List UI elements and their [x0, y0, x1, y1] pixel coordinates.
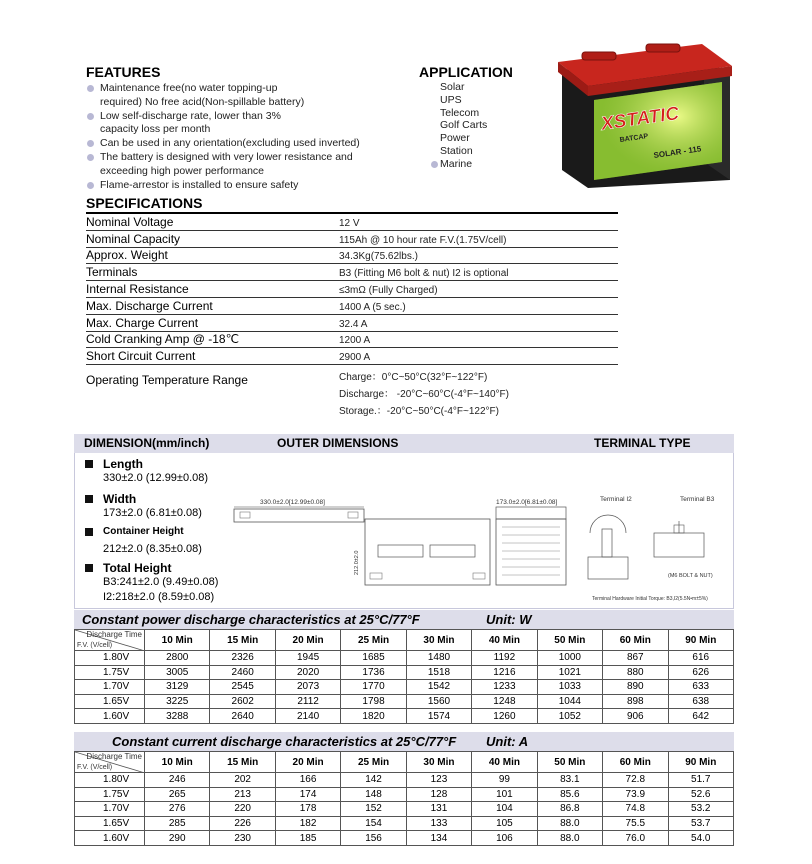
- table-row: [75, 773, 734, 788]
- feature-text: exceeding high power performance: [100, 164, 265, 177]
- feature-item: [86, 137, 416, 151]
- table-cell: 3129: [145, 680, 210, 695]
- table-cell: 1518: [406, 665, 471, 680]
- current-table-title: [74, 732, 734, 751]
- table-cell: 616: [668, 651, 734, 666]
- table-row: [75, 665, 734, 680]
- application-item: [419, 94, 539, 107]
- operating-temp-values: [339, 369, 509, 420]
- feature-item: [86, 110, 416, 124]
- application-item: [419, 132, 539, 145]
- specifications-title: SPECIFICATIONS: [86, 195, 618, 214]
- application-item: [419, 107, 539, 120]
- column-header: 60 Min: [603, 630, 668, 651]
- column-header: 90 Min: [668, 630, 734, 651]
- table-cell: 174: [275, 787, 340, 802]
- feature-item: [86, 123, 416, 137]
- table-cell: 83.1: [537, 773, 602, 788]
- outer-dimensions-label: OUTER DIMENSIONS: [277, 436, 399, 450]
- drawing-height-label: 212.0±2.0: [354, 550, 360, 575]
- column-header: 15 Min: [210, 752, 275, 773]
- corner-fv-label: F.V. (V/cell): [77, 764, 113, 771]
- column-header: 25 Min: [341, 752, 406, 773]
- table-cell: 156: [341, 831, 406, 846]
- spec-row: [86, 298, 618, 315]
- terminal-b3-label: Terminal B3: [680, 496, 715, 503]
- column-header: 15 Min: [210, 630, 275, 651]
- spec-key: Approx. Weight: [86, 248, 168, 263]
- features-section: [86, 64, 416, 192]
- table-cell: 166: [275, 773, 340, 788]
- column-header: 10 Min: [145, 752, 210, 773]
- feature-item: [86, 165, 416, 179]
- table-cell: 106: [472, 831, 537, 846]
- table-cell: 52.6: [668, 787, 734, 802]
- power-discharge-table: [74, 629, 734, 724]
- spec-key: Internal Resistance: [86, 281, 189, 296]
- column-header: 25 Min: [341, 630, 406, 651]
- column-header: 60 Min: [603, 752, 668, 773]
- column-header: 20 Min: [275, 630, 340, 651]
- feature-text: Low self-discharge rate, lower than 3%: [100, 109, 281, 122]
- spec-value: 1200 A: [339, 335, 371, 347]
- column-header: 50 Min: [537, 630, 602, 651]
- table-cell: 1260: [472, 709, 537, 724]
- table-cell: 1000: [537, 651, 602, 666]
- bullet-dot-icon: [87, 85, 94, 92]
- application-text: Telecom: [440, 106, 480, 119]
- table-cell: 73.9: [603, 787, 668, 802]
- spec-key: Terminals: [86, 265, 138, 280]
- table-cell: 85.6: [537, 787, 602, 802]
- feature-item: [86, 96, 416, 110]
- corner-time-label: Discharge Time: [86, 630, 142, 639]
- bullet-dot-icon: [431, 161, 438, 168]
- spec-row: [86, 332, 618, 349]
- table-cell: 906: [603, 709, 668, 724]
- table-cell: 101: [472, 787, 537, 802]
- feature-item: [86, 82, 416, 96]
- corner-fv-label: F.V. (V/cell): [77, 642, 113, 649]
- table-row: [75, 651, 734, 666]
- column-header: 90 Min: [668, 752, 734, 773]
- final-voltage-cell: 1.75V: [75, 787, 145, 802]
- battery-brand-text: XSTATIC: [599, 103, 681, 135]
- table-corner-cell: [75, 752, 145, 773]
- spec-row: [86, 231, 618, 248]
- table-cell: 54.0: [668, 831, 734, 846]
- column-header: 50 Min: [537, 752, 602, 773]
- application-text: Station: [440, 144, 473, 157]
- power-table-title: [74, 610, 734, 629]
- table-cell: 53.7: [668, 816, 734, 831]
- table-cell: 213: [210, 787, 275, 802]
- table-cell: 1052: [537, 709, 602, 724]
- spec-value: ≤3mΩ (Fully Charged): [339, 284, 438, 296]
- application-item: [419, 119, 539, 132]
- table-cell: 185: [275, 831, 340, 846]
- bullet-dot-icon: [87, 140, 94, 147]
- table-cell: 285: [145, 816, 210, 831]
- table-cell: 123: [406, 773, 471, 788]
- application-item: [419, 158, 539, 171]
- table-cell: 633: [668, 680, 734, 695]
- table-cell: 1542: [406, 680, 471, 695]
- table-cell: 1233: [472, 680, 537, 695]
- final-voltage-cell: 1.60V: [75, 831, 145, 846]
- table-cell: 51.7: [668, 773, 734, 788]
- bullet-square-icon: [85, 564, 93, 572]
- spec-row: [86, 214, 618, 231]
- dim-width: [85, 492, 202, 521]
- table-cell: 128: [406, 787, 471, 802]
- table-cell: 178: [275, 802, 340, 817]
- table-cell: 182: [275, 816, 340, 831]
- table-cell: 2460: [210, 665, 275, 680]
- torque-label: Terminal Hardware Initial Torque: B3,I2(5.5N•m±5%): [592, 596, 708, 602]
- features-list: [86, 82, 416, 192]
- dim-width-title: Width: [103, 492, 137, 506]
- spec-key: Cold Cranking Amp @ -18℃: [86, 332, 240, 347]
- table-cell: 265: [145, 787, 210, 802]
- table-cell: 104: [472, 802, 537, 817]
- column-header: 10 Min: [145, 630, 210, 651]
- application-text: Power: [440, 132, 470, 145]
- table-cell: 2800: [145, 651, 210, 666]
- table-cell: 131: [406, 802, 471, 817]
- final-voltage-cell: 1.80V: [75, 773, 145, 788]
- spec-value: 34.3Kg(75.62lbs.): [339, 251, 418, 263]
- application-list: [419, 81, 539, 171]
- bullet-square-icon: [85, 528, 93, 536]
- table-cell: 1044: [537, 694, 602, 709]
- feature-text: Flame-arrestor is installed to ensure safety: [100, 178, 299, 191]
- table-cell: 1574: [406, 709, 471, 724]
- battery-product-image: [554, 30, 736, 188]
- battery-model-text: SOLAR - 115: [653, 144, 702, 160]
- bullet-dot-icon: [87, 113, 94, 120]
- table-cell: 880: [603, 665, 668, 680]
- table-row: [75, 694, 734, 709]
- spec-value: B3 (Fitting M6 bolt & nut) I2 is optional: [339, 268, 509, 280]
- corner-time-label: Discharge Time: [86, 752, 142, 761]
- table-cell: 626: [668, 665, 734, 680]
- spec-row: [86, 248, 618, 265]
- table-cell: 1736: [341, 665, 406, 680]
- specifications-section: [86, 195, 618, 421]
- table-cell: 133: [406, 816, 471, 831]
- application-text: Golf Carts: [440, 119, 488, 132]
- table-cell: 1770: [341, 680, 406, 695]
- current-discharge-table: [74, 751, 734, 846]
- table-row: [75, 787, 734, 802]
- table-cell: 76.0: [603, 831, 668, 846]
- technical-drawing: [230, 493, 735, 607]
- table-cell: 230: [210, 831, 275, 846]
- features-title: FEATURES: [86, 64, 161, 80]
- table-cell: 1021: [537, 665, 602, 680]
- current-table-unit: Unit: A: [486, 734, 529, 749]
- table-cell: 1248: [472, 694, 537, 709]
- terminal-i2-label: Terminal I2: [600, 496, 632, 503]
- table-cell: 638: [668, 694, 734, 709]
- table-cell: 890: [603, 680, 668, 695]
- spec-key: Max. Charge Current: [86, 315, 199, 330]
- table-cell: 105: [472, 816, 537, 831]
- bullet-dot-icon: [87, 182, 94, 189]
- dim-total-value-i2: I2:218±2.0 (8.59±0.08): [103, 591, 215, 603]
- application-item: [419, 81, 539, 94]
- feature-text: required) No free acid(Non-spillable battery): [100, 95, 305, 108]
- table-cell: 1685: [341, 651, 406, 666]
- table-cell: 152: [341, 802, 406, 817]
- spec-value: 1400 A (5 sec.): [339, 301, 406, 313]
- table-cell: 246: [145, 773, 210, 788]
- table-cell: 2140: [275, 709, 340, 724]
- table-header-row: [75, 630, 734, 651]
- table-cell: 1192: [472, 651, 537, 666]
- table-cell: 134: [406, 831, 471, 846]
- table-cell: 290: [145, 831, 210, 846]
- final-voltage-cell: 1.65V: [75, 694, 145, 709]
- spec-key: Nominal Capacity: [86, 231, 181, 246]
- dim-container-value: 212±2.0 (8.35±0.08): [103, 543, 202, 555]
- column-header: 40 Min: [472, 630, 537, 651]
- final-voltage-cell: 1.75V: [75, 665, 145, 680]
- table-cell: 86.8: [537, 802, 602, 817]
- column-header: 30 Min: [406, 630, 471, 651]
- final-voltage-cell: 1.80V: [75, 651, 145, 666]
- table-cell: 3225: [145, 694, 210, 709]
- table-row: [75, 816, 734, 831]
- column-header: 40 Min: [472, 752, 537, 773]
- application-text: Marine: [440, 157, 473, 170]
- dim-length: [85, 457, 208, 486]
- spec-key: Operating Temperature Range: [86, 373, 248, 388]
- feature-item: [86, 151, 416, 165]
- table-cell: 1033: [537, 680, 602, 695]
- spec-value: 32.4 A: [339, 318, 368, 330]
- dim-total-value-b3: B3:241±2.0 (9.49±0.08): [103, 576, 219, 588]
- table-cell: 148: [341, 787, 406, 802]
- drawing-side-label: 173.0±2.0[6.81±0.08]: [496, 499, 558, 506]
- table-cell: 642: [668, 709, 734, 724]
- feature-text: Can be used in any orientation(excluding used inverted): [100, 137, 360, 150]
- table-cell: 2326: [210, 651, 275, 666]
- bullet-square-icon: [85, 460, 93, 468]
- spec-row: [86, 264, 618, 281]
- table-cell: 75.5: [603, 816, 668, 831]
- table-cell: 74.8: [603, 802, 668, 817]
- dim-width-value: 173±2.0 (6.81±0.08): [103, 507, 202, 519]
- spec-key: Short Circuit Current: [86, 349, 196, 364]
- dimension-header-bar: [74, 434, 734, 453]
- table-cell: 2073: [275, 680, 340, 695]
- op-discharge: Discharge： -20°C~60°C(-4°F~140°F): [339, 389, 509, 401]
- terminal-type-label: TERMINAL TYPE: [594, 436, 691, 450]
- table-cell: 1945: [275, 651, 340, 666]
- spec-row-operating-temp: [86, 365, 618, 421]
- column-header: 30 Min: [406, 752, 471, 773]
- table-cell: 226: [210, 816, 275, 831]
- op-charge: Charge：0°C~50°C(32°F~122°F): [339, 372, 488, 384]
- final-voltage-cell: 1.60V: [75, 709, 145, 724]
- table-cell: 2640: [210, 709, 275, 724]
- dim-length-title: Length: [103, 457, 143, 471]
- table-cell: 1216: [472, 665, 537, 680]
- dim-container-title: Container Height: [103, 526, 184, 537]
- table-cell: 220: [210, 802, 275, 817]
- power-table-title-text: Constant power discharge characteristics at 25°C/77°F: [82, 612, 420, 627]
- application-item: [419, 145, 539, 158]
- feature-text: The battery is designed with very lower resistance and: [100, 150, 353, 163]
- table-row: [75, 709, 734, 724]
- battery-sub-text: BATCAP: [619, 133, 649, 144]
- power-discharge-table-section: [74, 610, 734, 724]
- final-voltage-cell: 1.65V: [75, 816, 145, 831]
- spec-value: 2900 A: [339, 352, 371, 364]
- spec-row: [86, 348, 618, 365]
- spec-key: Nominal Voltage: [86, 214, 174, 229]
- column-header: 20 Min: [275, 752, 340, 773]
- table-cell: 3288: [145, 709, 210, 724]
- terminal-m6-label: (M6 BOLT & NUT): [668, 573, 713, 579]
- table-cell: 3005: [145, 665, 210, 680]
- table-cell: 88.0: [537, 816, 602, 831]
- dim-length-value: 330±2.0 (12.99±0.08): [103, 472, 209, 484]
- table-cell: 1560: [406, 694, 471, 709]
- table-cell: 72.8: [603, 773, 668, 788]
- table-cell: 2602: [210, 694, 275, 709]
- spec-row: [86, 315, 618, 332]
- table-row: [75, 680, 734, 695]
- dimension-label: DIMENSION(mm/inch): [84, 436, 210, 450]
- table-row: [75, 831, 734, 846]
- table-header-row: [75, 752, 734, 773]
- specifications-table: [86, 214, 618, 365]
- application-text: UPS: [440, 93, 462, 106]
- application-text: Solar: [440, 81, 465, 93]
- table-cell: 2545: [210, 680, 275, 695]
- op-storage: Storage.：-20°C~50°C(-4°F~122°F): [339, 406, 499, 418]
- table-corner-cell: [75, 630, 145, 651]
- table-cell: 88.0: [537, 831, 602, 846]
- table-cell: 53.2: [668, 802, 734, 817]
- table-cell: 867: [603, 651, 668, 666]
- bullet-square-icon: [85, 495, 93, 503]
- power-table-unit: Unit: W: [486, 612, 532, 627]
- feature-text: capacity loss per month: [100, 123, 211, 136]
- table-cell: 202: [210, 773, 275, 788]
- current-discharge-table-section: [74, 732, 734, 846]
- final-voltage-cell: 1.70V: [75, 680, 145, 695]
- table-cell: 1820: [341, 709, 406, 724]
- final-voltage-cell: 1.70V: [75, 802, 145, 817]
- spec-row: [86, 281, 618, 298]
- dim-total-title: Total Height: [103, 561, 172, 575]
- application-title: APPLICATION: [419, 64, 513, 80]
- bullet-dot-icon: [87, 154, 94, 161]
- table-cell: 276: [145, 802, 210, 817]
- spec-value: 115Ah @ 10 hour rate F.V.(1.75V/cell): [339, 234, 507, 246]
- table-cell: 99: [472, 773, 537, 788]
- feature-text: Maintenance free(no water topping-up: [100, 82, 278, 94]
- dim-total: [85, 561, 218, 605]
- table-cell: 898: [603, 694, 668, 709]
- table-cell: 2112: [275, 694, 340, 709]
- application-section: [419, 64, 539, 171]
- table-cell: 2020: [275, 665, 340, 680]
- table-cell: 142: [341, 773, 406, 788]
- feature-item: [86, 179, 416, 193]
- dim-container: [85, 525, 202, 557]
- table-cell: 154: [341, 816, 406, 831]
- spec-key: Max. Discharge Current: [86, 298, 213, 313]
- spec-value: 12 V: [339, 217, 360, 229]
- current-table-title-text: Constant current discharge characteristics at 25°C/77°F: [112, 734, 457, 749]
- drawing-top-label: 330.0±2.0[12.99±0.08]: [260, 499, 325, 506]
- table-cell: 1480: [406, 651, 471, 666]
- dimension-box: [74, 453, 734, 609]
- table-row: [75, 802, 734, 817]
- table-cell: 1798: [341, 694, 406, 709]
